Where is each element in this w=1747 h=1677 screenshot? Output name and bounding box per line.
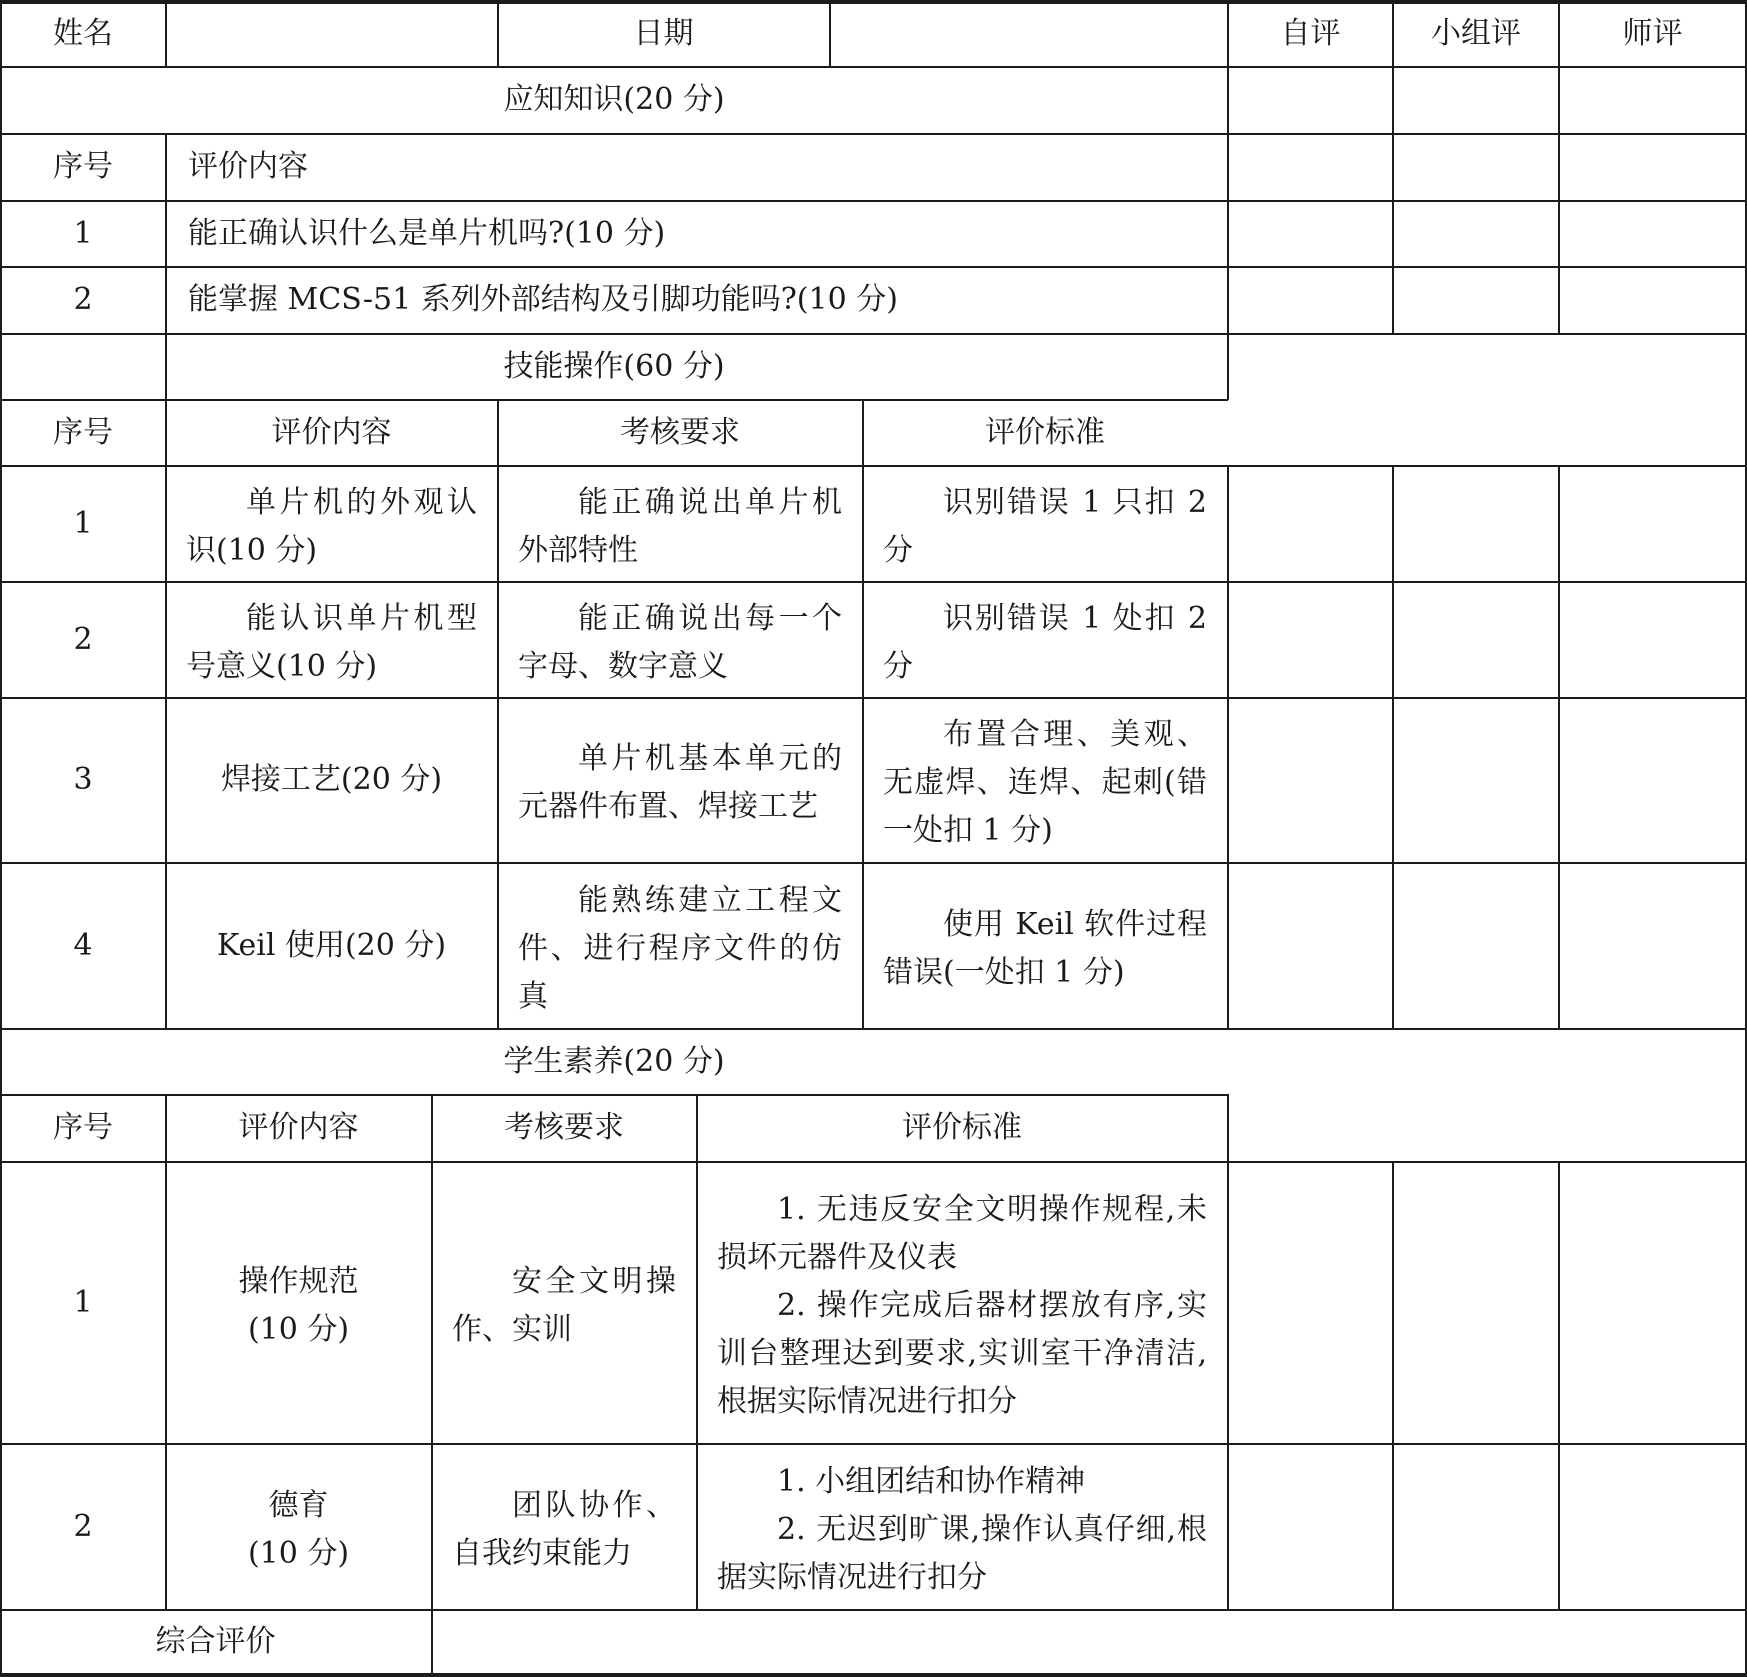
overall-label: 综合评价 [155, 1623, 276, 1659]
rule [1227, 465, 1229, 1029]
skills-item-requirement: 单片机基本单元的元器件布置、焊接工艺 [518, 741, 842, 824]
name-field[interactable] [166, 2, 497, 66]
name-label: 姓名 [53, 16, 113, 51]
rule [1558, 465, 1560, 1029]
literacy-section-title: 学生素养(20 分) [503, 1043, 725, 1079]
rule [1392, 1161, 1394, 1610]
group-score-cell[interactable] [1393, 67, 1558, 133]
skills-col-standard: 评价标准 [985, 414, 1105, 450]
skills-item-standard: 使用 Keil 软件过程错误(一处扣 1 分) [883, 906, 1207, 990]
skills-item-requirement: 能正确说出每一个字母、数字意义 [518, 600, 842, 684]
rule [1558, 1161, 1560, 1610]
knowledge-item-no: 2 [73, 282, 93, 317]
skills-item-content: 单片机的外观认识(10 分) [186, 484, 477, 568]
skills-item-content: Keil 使用(20 分) [216, 927, 447, 963]
literacy-item-no: 1 [73, 1284, 93, 1320]
self-eval-header: 自评 [1280, 16, 1341, 51]
border-bottom [0, 1673, 1747, 1677]
skills-section-title: 技能操作(60 分) [503, 348, 725, 384]
rule [1227, 1094, 1229, 1610]
literacy-col-no: 序号 [53, 1110, 113, 1145]
rule [1392, 465, 1394, 1029]
skills-item-no: 4 [73, 927, 93, 963]
knowledge-col-content: 评价内容 [188, 149, 308, 184]
skills-item-content: 能认识单片机型号意义(10 分) [186, 600, 477, 684]
knowledge-col-no: 序号 [53, 149, 113, 184]
skills-item-content: 焊接工艺(20 分) [220, 762, 443, 797]
skills-col-no: 序号 [53, 414, 113, 450]
teacher-eval-header: 师评 [1622, 16, 1683, 51]
skills-col-requirement: 考核要求 [620, 414, 740, 450]
skills-item-standard: 识别错误 1 只扣 2 分 [883, 484, 1207, 568]
literacy-col-requirement: 考核要求 [504, 1110, 624, 1145]
knowledge-section-title: 应知知识(20 分) [503, 82, 725, 117]
literacy-item-standard: 1. 无违反安全文明操作规程,未损坏元器件及仪表 2. 操作完成后器材摆放有序,实训台整理达到要求,实训室干净清洁,根据实际情况进行扣分 [717, 1191, 1207, 1419]
skills-item-requirement: 能熟练建立工程文件、进行程序文件的仿真 [518, 882, 842, 1014]
literacy-item-content: 德育 (10 分) [247, 1487, 350, 1571]
skills-item-standard: 布置合理、美观、无虚焊、连焊、起刺(错一处扣 1 分) [883, 717, 1207, 848]
knowledge-item-no: 1 [73, 215, 93, 251]
literacy-item-content: 操作规范 (10 分) [238, 1263, 359, 1347]
skills-item-standard: 识别错误 1 处扣 2 分 [883, 600, 1207, 684]
literacy-item-no: 2 [73, 1508, 93, 1544]
skills-item-no: 2 [73, 621, 93, 657]
date-field[interactable] [830, 2, 1227, 66]
skills-item-no: 1 [73, 505, 93, 541]
self-score-cell[interactable] [1228, 67, 1393, 133]
literacy-item-requirement: 安全文明操作、实训 [452, 1263, 676, 1347]
date-label: 日期 [633, 16, 694, 51]
literacy-item-standard: 1. 小组团结和协作精神 2. 无迟到旷课,操作认真仔细,根据实际情况进行扣分 [717, 1463, 1207, 1595]
knowledge-item-content: 能掌握 MCS-51 系列外部结构及引脚功能吗?(10 分) [188, 282, 898, 317]
group-eval-header: 小组评 [1431, 16, 1521, 51]
literacy-col-standard: 评价标准 [902, 1110, 1022, 1145]
skills-item-no: 3 [73, 762, 93, 797]
knowledge-item-content: 能正确认识什么是单片机吗?(10 分) [188, 215, 666, 251]
overall-field[interactable] [432, 1610, 1745, 1673]
literacy-item-requirement: 团队协作、自我约束能力 [452, 1487, 676, 1571]
skills-item-requirement: 能正确说出单片机外部特性 [518, 484, 842, 568]
teacher-score-cell[interactable] [1559, 67, 1745, 133]
skills-col-content: 评价内容 [271, 414, 392, 450]
literacy-col-content: 评价内容 [238, 1110, 359, 1145]
